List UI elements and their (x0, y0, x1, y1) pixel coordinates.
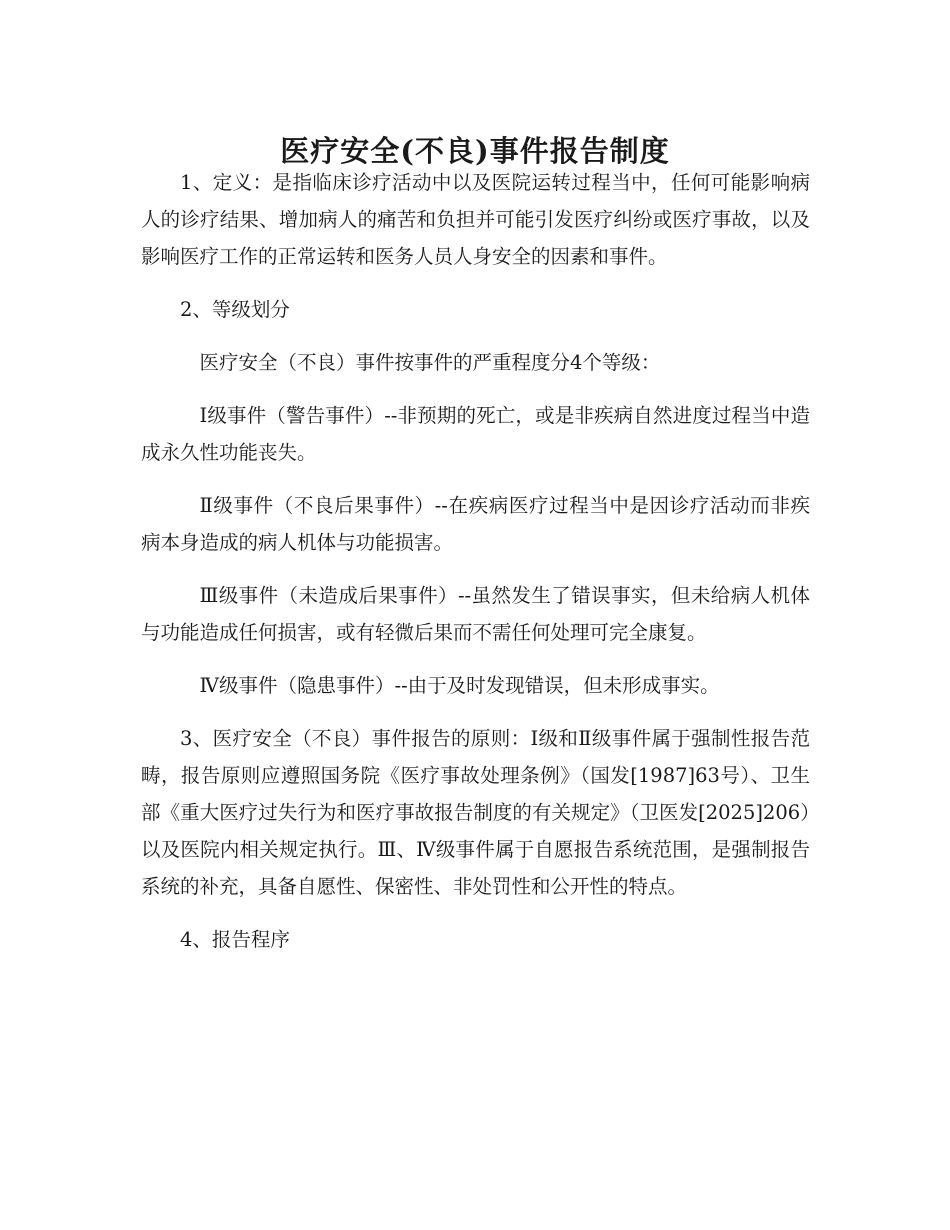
paragraph-definition: 1、定义：是指临床诊疗活动中以及医院运转过程当中，任何可能影响病人的诊疗结果、增加病人的痛苦和负担并可能引发医疗纠纷或医疗事故，以及影响医疗工作的正常运转和医务人员人身安全的因素和事件。 (141, 171, 810, 268)
paragraph-grade-4: Ⅳ级事件（隐患事件）--由于及时发现错误，但未形成事实。 (199, 674, 720, 697)
paragraph-grade-intro: 医疗安全（不良）事件按事件的严重程度分4个等级： (199, 351, 661, 374)
paragraph-grade-1: Ⅰ级事件（警告事件）--非预期的死亡，或是非疾病自然进度过程当中造成永久性功能丧失。 (141, 404, 810, 464)
paragraph-reporting-principle: 3、医疗安全（不良）事件报告的原则：Ⅰ级和Ⅱ级事件属于强制性报告范畴，报告原则应遵照国务院《医疗事故处理条例》（国发[1987]63号）、卫生部《重大医疗过失行为和医疗事故报告制度的有关规定》（卫医发[2025]206）以及医院内相关规定执行。Ⅲ、Ⅳ级事件属于自愿报告系统范围，是强制报告系统的补充，具备自愿性、保密性、非处罚性和公开性的特点。 (141, 727, 810, 898)
paragraph-reporting-procedure: 4、报告程序 (180, 928, 290, 951)
paragraph-grade-3: Ⅲ级事件（未造成后果事件）--虽然发生了错误事实，但未给病人机体与功能造成任何损害，或有轻微后果而不需任何处理可完全康复。 (141, 584, 810, 644)
document-body (141, 164, 810, 974)
document-title: 医疗安全(不良)事件报告制度 (280, 134, 670, 169)
paragraph-grade-heading: 2、等级划分 (180, 298, 290, 321)
paragraph-grade-2: Ⅱ级事件（不良后果事件）--在疾病医疗过程当中是因诊疗活动而非疾病本身造成的病人机体与功能损害。 (141, 494, 810, 554)
